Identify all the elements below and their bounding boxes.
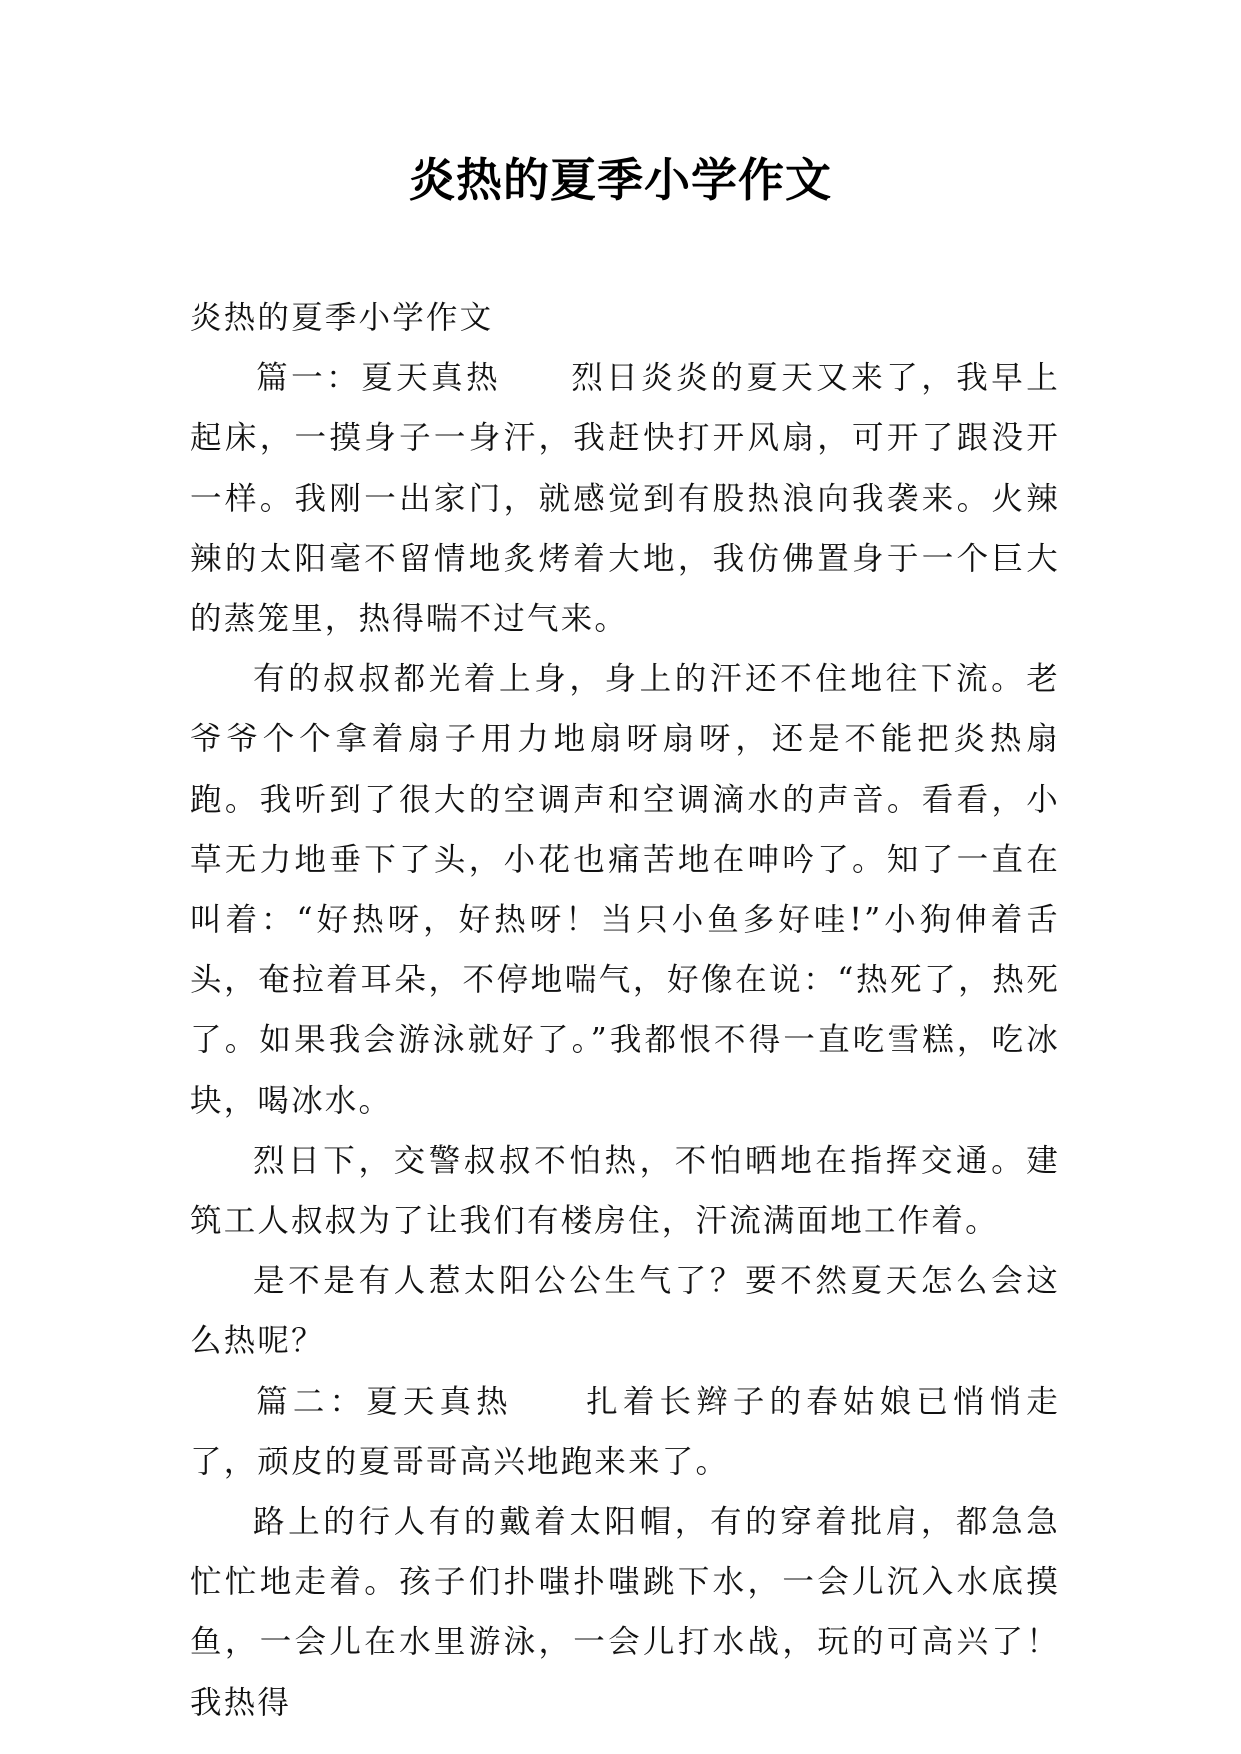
- paragraph-question: 是不是有人惹太阳公公生气了？要不然夏天怎么会这么热呢？: [190, 1263, 1060, 1360]
- paragraph-pedestrians: 路上的行人有的戴着太阳帽，有的穿着批肩，都急急忙忙地走着。孩子们扑嗤扑嗤跳下水，一会儿沉入水底摸鱼，一会儿在水里游泳，一会儿打水战，玩的可高兴了！我热得: [190, 1504, 1060, 1721]
- paragraph-traffic-police: 烈日下，交警叔叔不怕热，不怕晒地在指挥交通。建筑工人叔叔为了让我们有楼房住，汗流满面地工作着。: [190, 1142, 1060, 1240]
- document-body: [190, 288, 1060, 1733]
- paragraph-part-one: 篇一：夏天真热 烈日炎炎的夏天又来了，我早上起床，一摸身子一身汗，我赶快打开风扇，可开了跟没开一样。我刚一出家门，就感觉到有股热浪向我袭来。火辣辣的太阳毫不留情地炙烤着大地，我仿佛置身于一个巨大的蒸笼里，热得喘不过气来。: [190, 360, 1060, 638]
- document-title: 炎热的夏季小学作文: [409, 153, 832, 207]
- paragraph-uncles: 有的叔叔都光着上身，身上的汗还不住地往下流。老爷爷个个拿着扇子用力地扇呀扇呀，还是不能把炎热扇跑。我听到了很大的空调声和空调滴水的声音。看看，小草无力地垂下了头，小花也痛苦地在呻吟了。知了一直在叫着：“好热呀，好热呀！当只小鱼多好哇!”小狗伸着舌头，奄拉着耳朵，不停地喘气，好像在说：“热死了，热死了。如果我会游泳就好了。”我都恨不得一直吃雪糕，吃冰块，喝冰水。: [190, 661, 1060, 1119]
- paragraph-subtitle: 炎热的夏季小学作文: [190, 300, 494, 336]
- paragraph-part-two: 篇二：夏天真热 扎着长辫子的春姑娘已悄悄走了，顽皮的夏哥哥高兴地跑来来了。: [190, 1383, 1060, 1480]
